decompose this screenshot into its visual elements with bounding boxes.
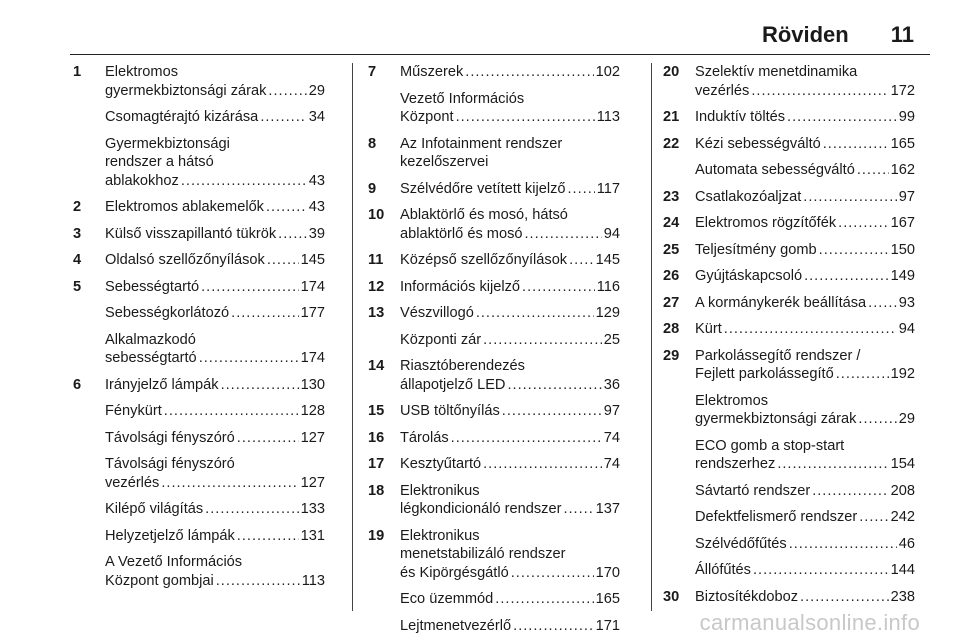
entry-text: Az Infotainment rendszer <box>400 135 563 152</box>
index-entry[interactable] <box>663 508 915 527</box>
entry-text: Szelektív menetdinamika <box>695 64 858 80</box>
leader-dots <box>753 561 889 580</box>
entry-text: és Kipörgésgátló <box>400 564 509 581</box>
index-entry[interactable] <box>663 161 915 180</box>
entry-number: 22 <box>663 135 680 152</box>
leader-dots <box>525 225 602 244</box>
leader-dots <box>181 172 307 191</box>
entry-number: 5 <box>73 278 82 295</box>
entry-text: Tárolás <box>400 429 449 446</box>
entry-text: Elektromos <box>695 392 768 409</box>
leader-dots <box>857 161 889 180</box>
index-entry[interactable] <box>368 135 620 172</box>
index-entry[interactable] <box>368 90 620 127</box>
entry-text: Elektronikus <box>400 527 480 544</box>
index-entry[interactable] <box>73 331 325 368</box>
index-entry[interactable] <box>368 251 620 270</box>
index-entry[interactable] <box>368 278 620 297</box>
leader-dots <box>199 349 299 368</box>
page-reference[interactable]: 116 <box>596 278 620 295</box>
entry-text: Oldalsó szellőzőnyílások <box>105 252 265 268</box>
page-reference[interactable]: 102 <box>595 64 620 80</box>
entry-number: 27 <box>663 294 680 311</box>
page-reference[interactable]: 128 <box>300 403 325 419</box>
leader-dots <box>451 429 602 448</box>
entry-text: Központ gombjai <box>105 572 214 589</box>
entry-number: 6 <box>73 376 82 393</box>
leader-dots <box>495 590 593 609</box>
index-entry[interactable] <box>368 180 620 199</box>
index-column-1 <box>73 63 325 598</box>
entry-text: Állófűtés <box>695 562 751 578</box>
index-entry[interactable] <box>73 225 325 244</box>
page-number: 11 <box>890 22 914 47</box>
entry-number: 1 <box>73 64 82 80</box>
page-reference[interactable]: 150 <box>890 241 915 258</box>
index-entry[interactable] <box>73 376 325 395</box>
entry-text: Csomagtérajtó kizárása <box>105 109 259 125</box>
leader-dots <box>511 564 594 583</box>
page-reference[interactable]: 127 <box>300 474 325 491</box>
entry-text: Vezető Információs <box>400 90 525 107</box>
index-entry[interactable] <box>368 63 620 82</box>
page-reference[interactable]: 167 <box>890 215 915 231</box>
entry-text: Távolsági fényszóró <box>105 456 235 472</box>
entry-number: 2 <box>73 199 82 215</box>
index-entry[interactable] <box>663 561 915 580</box>
leader-dots <box>268 82 306 101</box>
leader-dots <box>859 508 888 527</box>
leader-dots <box>836 365 889 384</box>
leader-dots <box>502 402 602 421</box>
entry-text: Teljesítmény gomb <box>695 241 817 258</box>
entry-text: Defektfelismerő rendszer <box>695 509 858 525</box>
leader-dots <box>465 63 593 82</box>
entry-text: ECO gomb a stop-start <box>695 437 845 454</box>
entry-text: Kilépő világítás <box>105 501 204 517</box>
leader-dots <box>266 198 307 217</box>
entry-text: Távolsági fényszóró <box>105 429 235 446</box>
page-reference[interactable]: 93 <box>898 294 915 311</box>
entry-number: 11 <box>368 252 384 268</box>
index-entry[interactable] <box>663 535 915 554</box>
entry-text: Központi zár <box>400 331 482 348</box>
entry-text: Biztosítékdoboz <box>695 588 799 605</box>
page-reference[interactable]: 130 <box>300 376 325 393</box>
leader-dots <box>567 180 594 199</box>
leader-dots <box>777 455 888 474</box>
entry-number: 16 <box>368 429 385 446</box>
page-title: Röviden <box>761 22 849 47</box>
page-reference[interactable]: 242 <box>890 509 915 525</box>
index-entry[interactable] <box>368 304 620 323</box>
entry-text: A kormánykerék beállítása <box>695 294 867 311</box>
entry-number: 8 <box>368 135 377 152</box>
index-entry[interactable] <box>368 331 620 350</box>
index-column-3 <box>663 63 915 614</box>
entry-text: Induktív töltés <box>695 109 786 125</box>
entry-text: Ablaktörlő és mosó, hátsó <box>400 207 568 223</box>
index-entry[interactable] <box>368 402 620 421</box>
page-reference[interactable]: 97 <box>603 403 620 419</box>
index-entry[interactable] <box>73 553 325 590</box>
page-reference[interactable]: 238 <box>890 588 915 605</box>
entry-text: Elektromos ablakemelők <box>105 199 264 215</box>
leader-dots <box>513 617 594 636</box>
index-entry[interactable] <box>663 347 915 384</box>
leader-dots <box>201 278 299 297</box>
entry-number: 19 <box>368 527 385 544</box>
entry-number: 15 <box>368 403 385 419</box>
leader-dots <box>483 331 602 350</box>
leader-dots <box>819 241 889 260</box>
leader-dots <box>260 108 306 127</box>
index-column-2 <box>368 63 620 643</box>
entry-number: 4 <box>73 252 82 268</box>
page-reference[interactable]: 165 <box>595 591 620 607</box>
entry-text: Helyzetjelző lámpák <box>105 527 235 544</box>
index-entry[interactable] <box>663 437 915 474</box>
entry-text: Sebességtartó <box>105 278 200 295</box>
leader-dots <box>787 108 897 127</box>
entry-text: menetstabilizáló rendszer <box>400 546 566 562</box>
leader-dots <box>789 535 897 554</box>
page-reference[interactable]: 46 <box>898 535 915 552</box>
page-reference[interactable]: 133 <box>300 501 325 517</box>
entry-number: 13 <box>368 305 385 321</box>
leader-dots <box>231 304 299 323</box>
index-entry[interactable] <box>663 214 915 233</box>
leader-dots <box>812 482 888 501</box>
entry-text: Alkalmazkodó <box>105 331 196 348</box>
entry-number: 18 <box>368 482 385 499</box>
entry-number: 26 <box>663 268 680 284</box>
page-reference[interactable]: 131 <box>300 527 325 544</box>
entry-text: Kürt <box>695 321 722 337</box>
entry-text: A Vezető Információs <box>105 554 243 570</box>
leader-dots <box>868 294 897 313</box>
entry-text: Középső szellőzőnyílások <box>400 252 568 268</box>
page-reference[interactable]: 149 <box>890 268 915 284</box>
page-reference[interactable]: 165 <box>890 135 915 152</box>
index-entry[interactable] <box>368 527 620 583</box>
entry-text: Csatlakozóaljzat <box>695 188 802 205</box>
entry-text: Kézi sebességváltó <box>695 135 821 152</box>
page-reference[interactable]: 129 <box>595 305 620 321</box>
entry-text: Parkolássegítő rendszer / <box>695 347 861 364</box>
page-reference[interactable]: 29 <box>308 82 325 99</box>
leader-dots <box>751 82 888 101</box>
leader-dots <box>164 402 299 421</box>
index-entry[interactable] <box>663 108 915 127</box>
entry-number: 30 <box>663 588 680 605</box>
entry-text: Információs kijelző <box>400 278 521 295</box>
page-reference[interactable]: 74 <box>603 456 620 472</box>
leader-dots <box>507 376 601 395</box>
entry-text: Elektromos <box>105 64 178 80</box>
entry-text: légkondicionáló rendszer <box>400 501 562 517</box>
entry-text: gyermekbiztonsági zárak <box>105 82 267 99</box>
index-entry[interactable] <box>663 294 915 313</box>
entry-text: Gyermekbiztonsági <box>105 135 230 152</box>
index-entry[interactable] <box>368 482 620 519</box>
page-header <box>762 22 914 48</box>
index-entry[interactable] <box>73 455 325 492</box>
leader-dots <box>278 225 307 244</box>
entry-text: Gyújtáskapcsoló <box>695 268 803 284</box>
index-entry[interactable] <box>368 455 620 474</box>
leader-dots <box>838 214 889 233</box>
page-reference[interactable]: 174 <box>300 350 325 366</box>
index-entry[interactable] <box>663 588 915 607</box>
entry-text: vezérlés <box>695 82 750 99</box>
entry-text: Elektromos rögzítőfék <box>695 215 837 231</box>
entry-number: 21 <box>663 109 680 125</box>
leader-dots <box>800 588 889 607</box>
index-entry[interactable] <box>73 304 325 323</box>
entry-text: USB töltőnyílás <box>400 403 500 419</box>
entry-text: ablakokhoz <box>105 172 179 189</box>
page-reference[interactable]: 144 <box>890 562 915 578</box>
page-reference[interactable]: 43 <box>308 199 325 215</box>
entry-text: Külső visszapillantó tükrök <box>105 225 277 242</box>
page-reference[interactable]: 172 <box>890 82 915 99</box>
entry-text: Lejtmenetvezérlő <box>400 617 512 634</box>
page-reference[interactable]: 113 <box>596 109 620 125</box>
entry-text: Szélvédőre vetített kijelző <box>400 180 566 197</box>
index-entry[interactable] <box>663 482 915 501</box>
entry-number: 28 <box>663 321 680 337</box>
entry-text: Elektronikus <box>400 482 480 499</box>
entry-text: Műszerek <box>400 64 464 80</box>
entry-text: gyermekbiztonsági zárak <box>695 411 857 427</box>
page-reference[interactable]: 117 <box>596 180 620 197</box>
page-reference[interactable]: 25 <box>603 331 620 348</box>
column-divider <box>651 63 652 611</box>
page-reference[interactable]: 127 <box>300 429 325 446</box>
entry-text: Sávtartó rendszer <box>695 482 811 499</box>
page-reference[interactable]: 154 <box>890 456 915 472</box>
index-entry[interactable] <box>368 617 620 636</box>
page-reference[interactable]: 34 <box>308 109 325 125</box>
entry-text: Irányjelző lámpák <box>105 376 219 393</box>
index-entry[interactable] <box>368 206 620 243</box>
page-reference[interactable]: 177 <box>300 305 325 321</box>
leader-dots <box>803 188 897 207</box>
entry-text: állapotjelző LED <box>400 376 506 393</box>
page-reference[interactable]: 145 <box>300 252 325 268</box>
leader-dots <box>476 304 594 323</box>
page-reference[interactable]: 145 <box>595 252 620 268</box>
page-reference[interactable]: 43 <box>308 172 325 189</box>
leader-dots <box>823 135 889 154</box>
page-reference[interactable]: 39 <box>308 225 325 242</box>
index-entry[interactable] <box>73 251 325 270</box>
leader-dots <box>804 267 889 286</box>
leader-dots <box>522 278 595 297</box>
entry-text: rendszerhez <box>695 456 776 472</box>
column-divider <box>352 63 353 611</box>
index-entry[interactable] <box>368 590 620 609</box>
index-entry[interactable] <box>663 320 915 339</box>
index-entry[interactable] <box>368 357 620 394</box>
leader-dots <box>483 455 602 474</box>
entry-text: vezérlés <box>105 474 160 491</box>
index-entry[interactable] <box>73 108 325 127</box>
leader-dots <box>205 500 298 519</box>
index-entry[interactable] <box>73 527 325 546</box>
entry-number: 25 <box>663 241 680 258</box>
page-reference[interactable]: 208 <box>890 482 915 499</box>
index-entry[interactable] <box>663 188 915 207</box>
leader-dots <box>216 572 300 591</box>
entry-text: Kesztyűtartó <box>400 456 482 472</box>
page-reference[interactable]: 29 <box>898 411 915 427</box>
index-entry[interactable] <box>663 63 915 100</box>
entry-text: rendszer a hátsó <box>105 154 214 170</box>
leader-dots <box>221 376 299 395</box>
page-reference[interactable]: 170 <box>595 564 620 581</box>
index-entry[interactable] <box>73 429 325 448</box>
page-reference[interactable]: 174 <box>300 278 325 295</box>
entry-text: Automata sebességváltó <box>695 162 855 178</box>
entry-text: sebességtartó <box>105 350 197 366</box>
index-entry[interactable] <box>73 402 325 421</box>
entry-number: 3 <box>73 225 82 242</box>
leader-dots <box>267 251 299 270</box>
page-reference[interactable]: 113 <box>301 572 325 589</box>
leader-dots <box>456 108 595 127</box>
index-entry[interactable] <box>368 429 620 448</box>
page-reference[interactable]: 171 <box>595 617 620 634</box>
entry-text: ablaktörlő és mosó <box>400 225 523 242</box>
entry-text: Fénykürt <box>105 403 162 419</box>
page-reference[interactable]: 36 <box>603 376 620 393</box>
page-reference[interactable]: 99 <box>898 109 915 125</box>
entry-text: Sebességkorlátozó <box>105 305 230 321</box>
entry-text: Vészvillogó <box>400 305 474 321</box>
leader-dots <box>858 410 896 429</box>
leader-dots <box>569 251 594 270</box>
index-entry[interactable] <box>73 63 325 100</box>
entry-text: Eco üzemmód <box>400 591 494 607</box>
entry-number: 29 <box>663 347 680 364</box>
leader-dots <box>237 429 299 448</box>
page-reference[interactable]: 162 <box>890 162 915 178</box>
entry-number: 24 <box>663 215 680 231</box>
index-entry[interactable] <box>663 241 915 260</box>
entry-number: 12 <box>368 278 385 295</box>
entry-number: 23 <box>663 188 680 205</box>
entry-number: 10 <box>368 207 385 223</box>
watermark: carmanualsonline.info <box>699 610 920 635</box>
entry-text: Központ <box>400 109 454 125</box>
index-entry[interactable] <box>73 500 325 519</box>
entry-number: 7 <box>368 64 377 80</box>
entry-text: Riasztóberendezés <box>400 358 525 374</box>
leader-dots <box>161 474 298 493</box>
page-reference[interactable]: 137 <box>595 501 620 517</box>
leader-dots <box>563 500 593 519</box>
page-reference[interactable]: 192 <box>890 366 915 382</box>
index-entry[interactable] <box>73 135 325 191</box>
leader-dots <box>237 527 299 546</box>
entry-number: 9 <box>368 180 377 197</box>
index-entry[interactable] <box>663 135 915 154</box>
leader-dots <box>724 320 897 339</box>
index-entry[interactable] <box>73 198 325 217</box>
page-reference[interactable]: 97 <box>898 188 915 205</box>
entry-number: 17 <box>368 456 385 472</box>
entry-text: kezelőszervei <box>400 154 489 170</box>
entry-number: 20 <box>663 64 680 80</box>
index-entry[interactable] <box>663 267 915 286</box>
index-entry[interactable] <box>663 392 915 429</box>
page-reference[interactable]: 94 <box>603 225 620 242</box>
entry-number: 14 <box>368 358 385 374</box>
page-reference[interactable]: 94 <box>898 321 915 337</box>
page-reference[interactable]: 74 <box>603 429 620 446</box>
header-rule <box>70 54 930 55</box>
index-entry[interactable] <box>73 278 325 297</box>
entry-text: Szélvédőfűtés <box>695 535 787 552</box>
entry-text: Fejlett parkolássegítő <box>695 366 834 382</box>
